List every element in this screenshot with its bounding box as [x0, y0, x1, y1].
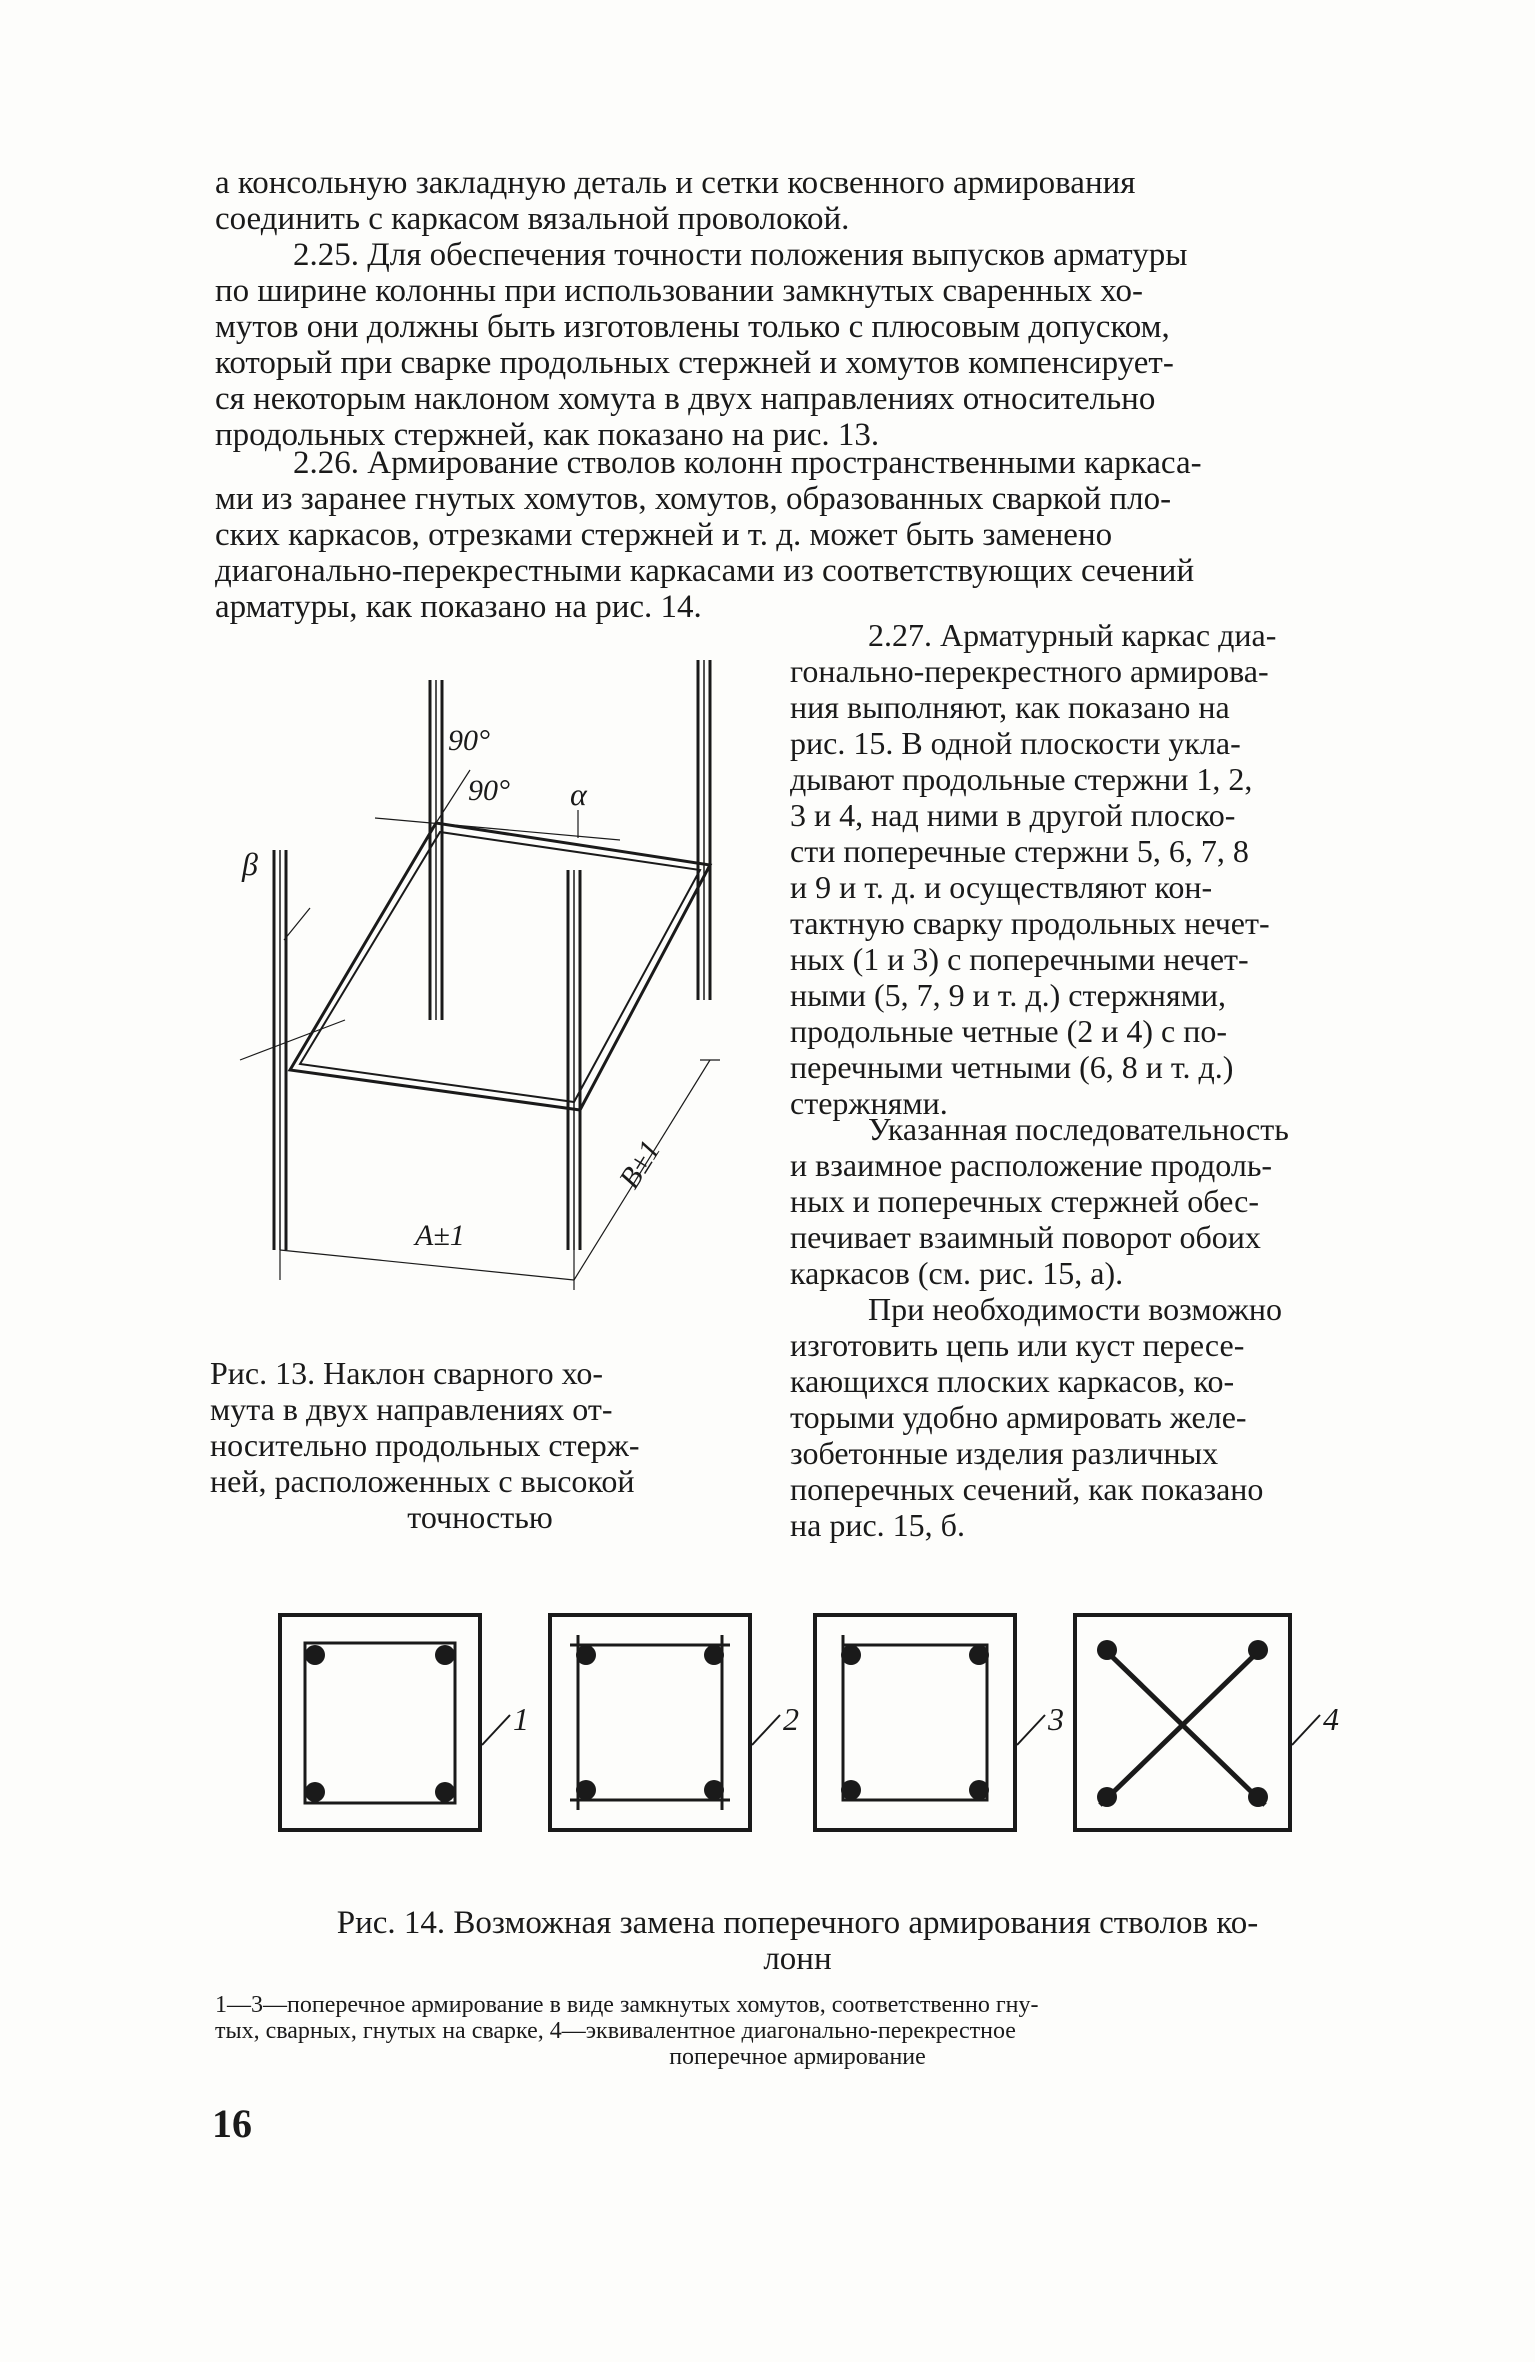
paragraph-2-26	[215, 445, 1378, 625]
section-2-welded-stirrup	[550, 1615, 780, 1830]
text-line: на рис. 15, б.	[790, 1507, 965, 1543]
text-line: по ширине колонны при использовании замкнутых сваренных хо-	[215, 273, 1143, 309]
text-line: ных (1 и 3) с поперечными нечет-	[790, 941, 1249, 977]
note-line: 1—3—поперечное армирование в виде замкнутых хомутов, соответственно гну-	[215, 1992, 1039, 2018]
section-1-bent-stirrup	[280, 1615, 510, 1830]
paragraph-chain	[790, 1291, 1378, 1543]
beta-label: β	[242, 846, 258, 882]
section-label-2: 2	[783, 1701, 799, 1737]
text-line: арматуры, как показано на рис. 14.	[215, 589, 702, 625]
reference-line-left	[240, 1020, 345, 1060]
beta-leader	[284, 908, 310, 940]
text-line: 2.25. Для обеспечения точности положения выпусков арматуры	[293, 237, 1188, 273]
section-3-bent-welded-stirrup	[815, 1615, 1045, 1830]
text-line: При необходимости возможно	[868, 1291, 1283, 1327]
text-line: ния выполняют, как показано на	[790, 689, 1230, 725]
section-4-diagonal-cross	[1075, 1615, 1320, 1830]
text-line: ных и поперечных стержней обес-	[790, 1183, 1259, 1219]
figure-14-drawing	[270, 1605, 1340, 1845]
dim-line-a	[280, 1250, 574, 1280]
welded-stirrup	[290, 823, 710, 1110]
text-line: поперечных сечений, как показано	[790, 1471, 1264, 1507]
dimension-a-label: A±1	[415, 1219, 465, 1252]
text-line: каркасов (см. рис. 15, а).	[790, 1255, 1124, 1291]
dimension-b-label: B±1	[612, 1134, 668, 1195]
alpha-label: α	[570, 776, 587, 812]
figure-14-caption	[215, 1905, 1380, 1977]
paragraph-2-27	[790, 617, 1378, 1121]
paragraph-sequence	[790, 1111, 1378, 1291]
text-line: кающихся плоских каркасов, ко-	[790, 1363, 1235, 1399]
text-line: и взаимное расположение продоль-	[790, 1147, 1273, 1183]
text-line: тактную сварку продольных нечет-	[790, 905, 1270, 941]
text-line: диагонально-перекрестными каркасами из соответствующих сечений	[215, 553, 1195, 589]
rebar-back-left	[430, 680, 442, 1020]
rebar-back-right	[698, 660, 710, 1000]
text-line: соединить с каркасом вязальной проволокой.	[215, 201, 850, 237]
angle-label-2: 90°	[468, 774, 510, 807]
caption-line: лонн	[763, 1941, 832, 1977]
paragraph-continuation	[215, 165, 1378, 237]
text-line: 2.26. Армирование стволов колонн пространственными каркаса-	[293, 445, 1202, 481]
text-line: 3 и 4, над ними в другой плоско-	[790, 797, 1236, 833]
caption-line: точностью	[407, 1499, 553, 1535]
text-line: ми из заранее гнутых хомутов, хомутов, образованных сваркой пло-	[215, 481, 1172, 517]
text-line: продольных стержней, как показано на рис. 13.	[215, 417, 880, 453]
text-line: а консольную закладную деталь и сетки косвенного армирования	[215, 165, 1136, 201]
note-line: тых, сварных, гнутых на сварке, 4—эквивалентное диагонально-перекрестное	[215, 2018, 1016, 2044]
rebar-front-right	[568, 870, 580, 1250]
caption-line: мута в двух направлениях от-	[210, 1391, 613, 1427]
text-line: который при сварке продольных стержней и хомутов компенсирует-	[215, 345, 1174, 381]
text-line: Указанная последовательность	[868, 1111, 1289, 1147]
text-line: гонально-перекрестного армирова-	[790, 653, 1269, 689]
rebar-front-left	[274, 850, 286, 1250]
section-label-1: 1	[513, 1701, 529, 1737]
angle-label-1: 90°	[448, 724, 490, 757]
text-line: торыми удобно армировать желе-	[790, 1399, 1247, 1435]
text-line: рис. 15. В одной плоскости укла-	[790, 725, 1241, 761]
text-line: сти поперечные стержни 5, 6, 7, 8	[790, 833, 1249, 869]
section-label-3: 3	[1048, 1701, 1064, 1737]
text-line: ся некоторым наклоном хомута в двух направлениях относительно	[215, 381, 1156, 417]
caption-line: Рис. 14. Возможная замена поперечного армирования стволов ко-	[336, 1905, 1259, 1941]
text-line: продольные четные (2 и 4) с по-	[790, 1013, 1227, 1049]
text-line: печивает взаимный поворот обоих	[790, 1219, 1261, 1255]
text-line: мутов они должны быть изготовлены только с плюсовым допуском,	[215, 309, 1170, 345]
reference-line-top	[375, 818, 620, 840]
caption-line: носительно продольных стерж-	[210, 1427, 640, 1463]
caption-line: Рис. 13. Наклон сварного хо-	[210, 1355, 604, 1391]
text-line: зобетонные изделия различных	[790, 1435, 1219, 1471]
text-line: и 9 и т. д. и осуществляют кон-	[790, 869, 1213, 905]
text-line: перечными четными (6, 8 и т. д.)	[790, 1049, 1234, 1085]
page-number: 16	[212, 2101, 252, 2146]
paragraph-2-25	[215, 237, 1378, 453]
text-line: ными (5, 7, 9 и т. д.) стержнями,	[790, 977, 1227, 1013]
note-line: поперечное армирование	[669, 2044, 926, 2070]
text-line: дывают продольные стержни 1, 2,	[790, 761, 1253, 797]
figure-14-note	[215, 1992, 1380, 2070]
text-line: ских каркасов, отрезками стержней и т. д. может быть заменено	[215, 517, 1113, 553]
text-line: изготовить цепь или куст пересе-	[790, 1327, 1245, 1363]
text-line: стержнями.	[790, 1085, 948, 1121]
section-label-4: 4	[1323, 1701, 1339, 1737]
text-line: 2.27. Арматурный каркас диа-	[868, 617, 1277, 653]
figure-13-caption	[210, 1355, 750, 1535]
caption-line: ней, расположенных с высокой	[210, 1463, 635, 1499]
figure-13-drawing	[200, 640, 780, 1320]
